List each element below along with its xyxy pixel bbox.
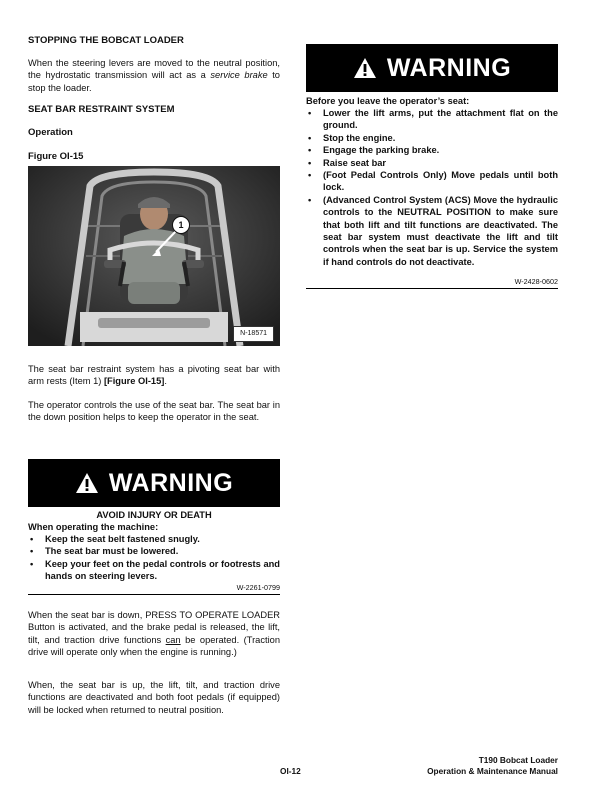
list-item: • (Foot Pedal Controls Only) Move pedals until both lock.: [306, 169, 558, 194]
warning-triangle-icon: [353, 57, 377, 79]
list-item: • Raise seat bar: [306, 157, 558, 169]
footer-subtitle: Operation & Maintenance Manual: [427, 766, 558, 776]
figure-label: Figure OI-15: [28, 151, 84, 162]
text-run: The seat bar restraint system has a pivoting seat bar with arm rests (Item 1): [28, 364, 280, 387]
warning-list-right: [306, 107, 558, 268]
list-item: • (Advanced Control System (ACS) Move the hydraulic controls to the NEUTRAL POSITION to make sure that both lift and tilt functions are deactivated. The seat bar system must deactivate the lift and tilt controls when the seat bar is up. Service the system if hand controls do not deactivate.: [306, 194, 558, 268]
paragraph-pivot: [28, 363, 280, 388]
warning-list-left: [28, 533, 280, 583]
paragraph-stopping: [28, 57, 280, 94]
footer-title: T190 Bobcat Loader: [478, 755, 558, 765]
text-run: to stop the loader.: [28, 70, 280, 93]
warning-banner-left: [28, 459, 280, 507]
operator-in-cab-illustration: [28, 166, 280, 346]
list-item: • Engage the parking brake.: [306, 144, 558, 156]
figure-photo-seat-bar: [28, 166, 280, 346]
divider: [28, 594, 280, 595]
warning-triangle-icon: [75, 472, 99, 494]
warning-title: WARNING: [386, 53, 512, 82]
list-item: • Stop the engine.: [306, 132, 558, 144]
subheading-operation: Operation: [28, 127, 73, 138]
text-run: When the seat bar is down, PRESS TO OPERATE LOADER Button is activated, and the brake pedal is released, the lift, tilt, and traction drive functions: [28, 610, 280, 645]
list-item: • Keep your feet on the pedal controls or footrests and hands on steering levers.: [28, 558, 280, 583]
list-item: • Keep the seat belt fastened snugly.: [28, 533, 280, 545]
text-emphasis: service brake: [210, 70, 268, 81]
paragraph-seat-bar-down: [28, 609, 280, 659]
warning-subtitle: AVOID INJURY OR DEATH: [96, 510, 212, 520]
warning-code-left: W-2261-0799: [236, 583, 280, 592]
figure-code: N-18571: [233, 326, 274, 342]
divider: [306, 288, 558, 289]
warning-title: WARNING: [108, 468, 234, 497]
section-heading-seat-bar: SEAT BAR RESTRAINT SYSTEM: [28, 104, 175, 115]
text-run: be operated. (Traction drive will operate only when the engine is running.): [28, 634, 280, 658]
paragraph-seat-bar-up: When, the seat bar is up, the lift, tilt, and traction drive functions are deactivated and both foot pedals (if equipped) will be locked when returned to neutral position.: [28, 680, 280, 715]
warning-intro: Before you leave the operator’s seat:: [306, 96, 470, 106]
warning-banner-right: [306, 44, 558, 92]
warning-intro: When operating the machine:: [28, 522, 159, 532]
text-run: .: [164, 376, 167, 387]
warning-code-right: W-2428-0602: [514, 277, 558, 286]
list-item: • Lower the lift arms, put the attachment flat on the ground.: [306, 107, 558, 132]
text-run: When the steering levers are moved to the neutral position, the hydrostatic transmission will act as a: [28, 58, 280, 81]
list-item: • The seat bar must be lowered.: [28, 545, 280, 557]
callout-item-1: 1: [172, 216, 190, 234]
paragraph-operator-controls: The operator controls the use of the seat bar. The seat bar in the down position helps to keep the operator in the seat.: [28, 400, 280, 423]
section-heading-stopping: STOPPING THE BOBCAT LOADER: [28, 35, 184, 46]
text-underline: can: [165, 634, 181, 645]
page-number: OI-12: [280, 766, 301, 776]
figure-reference: [Figure OI-15]: [103, 376, 165, 387]
